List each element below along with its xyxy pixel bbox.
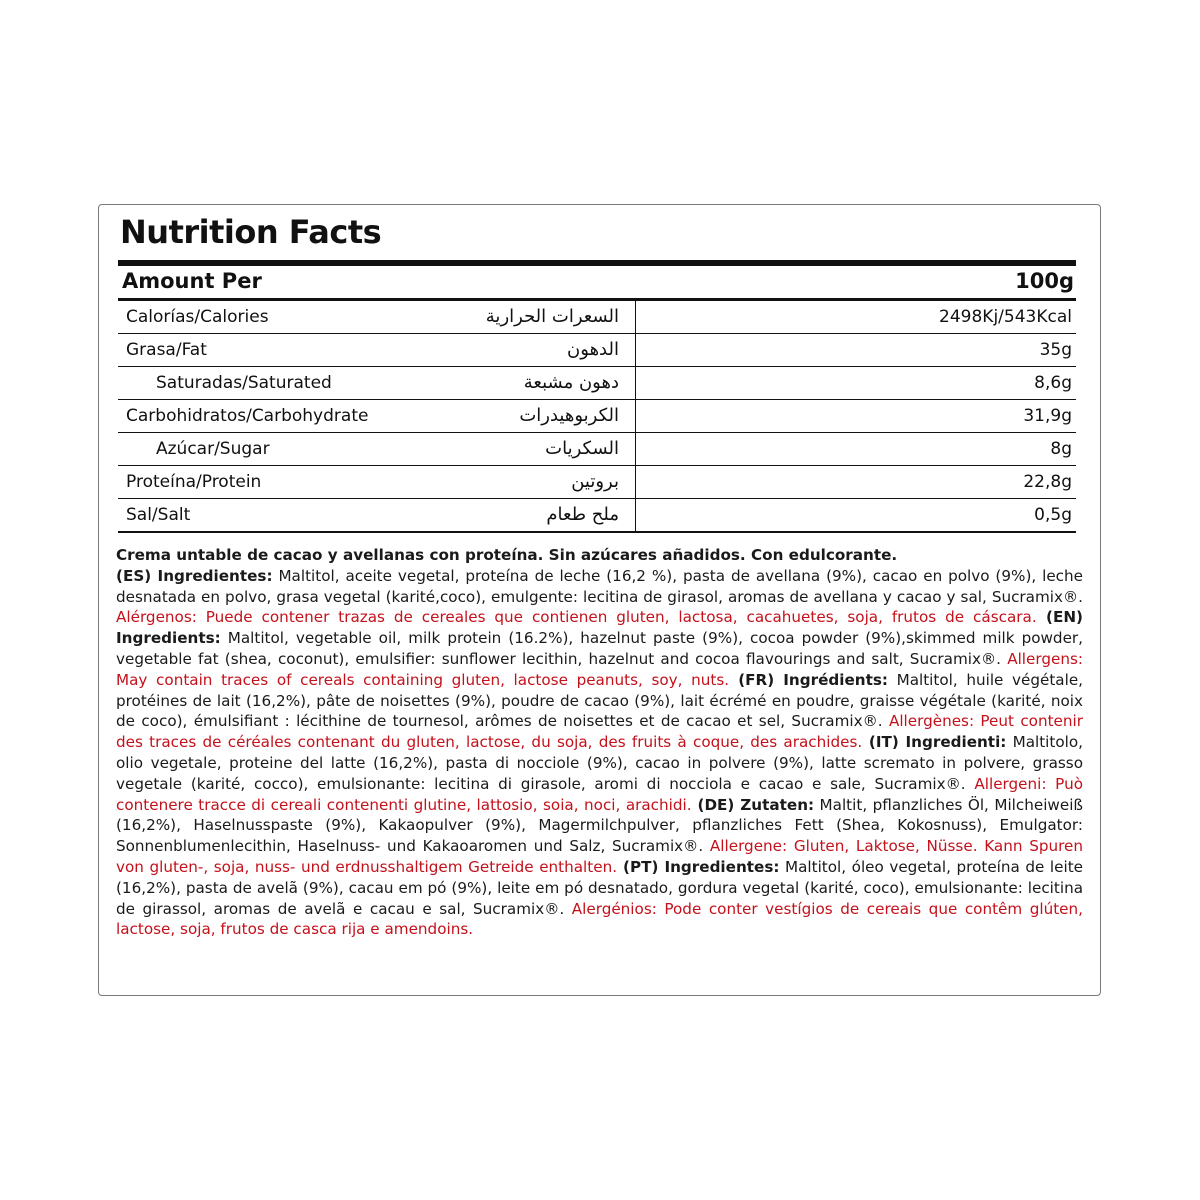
nutrient-row-protein bbox=[118, 466, 1076, 499]
amount-per-value: 100g bbox=[1015, 269, 1074, 293]
column-separator bbox=[635, 334, 636, 366]
nutrient-row-saturated bbox=[118, 367, 1076, 400]
nutrient-arabic-label: بروتين bbox=[571, 471, 619, 492]
ingredients-it-label: (IT) Ingredienti: bbox=[862, 733, 1007, 752]
nutrient-arabic-label: الدهون bbox=[567, 339, 619, 360]
nutrient-row-fat bbox=[118, 334, 1076, 367]
ingredients-pt-text: Maltitol, óleo vegetal, proteína de leite (16,2%), pasta de avelã (9%), cacau em pó (9%), leite em pó desnatado, gordura vegetal (karité, coco), emulsionante: lecitina de girassol, aromas de avelã e cacau e sal, Sucramix®. bbox=[116, 857, 1084, 918]
nutrient-row-calories bbox=[118, 301, 1076, 334]
ingredients-es-text: Maltitol, aceite vegetal, proteína de leche (16,2 %), pasta de avellana (9%), cacao en polvo (9%), leche desnatada en polvo, grasa vegetal (karité,coco), emulgente: lecitina de girasol, aromas de avellana y cacao y sal, Sucramix®. bbox=[116, 566, 1083, 606]
allergens-en: Allergens: May contain traces of cereals containing gluten, lactose peanuts, soy, nuts. bbox=[116, 649, 1083, 689]
nutrient-row-salt bbox=[118, 499, 1076, 533]
nutrient-value: 8,6g bbox=[1034, 373, 1072, 393]
nutrient-arabic-label: السعرات الحرارية bbox=[485, 306, 619, 327]
nutrient-value: 35g bbox=[1039, 340, 1072, 360]
ingredients-de-label: (DE) Zutaten: bbox=[691, 795, 815, 814]
amount-per-label: Amount Per bbox=[122, 269, 262, 293]
ingredients-en-text: Maltitol, vegetable oil, milk protein (16.2%), hazelnut paste (9%), cocoa powder (9%),skimmed milk powder, vegetable fat (shea, coconut), emulsifier: sunflower lecithin, hazelnut and cocoa flavourings and salt, Sucramix®. bbox=[116, 629, 1083, 668]
column-separator bbox=[635, 466, 636, 498]
allergens-it: Allergeni: Può contenere tracce di cereali contenenti glutine, lattosio, soia, noci, arachidi. bbox=[116, 774, 1083, 814]
nutrient-label: Saturadas/Saturated bbox=[156, 373, 332, 393]
nutrient-label: Azúcar/Sugar bbox=[156, 439, 270, 459]
nutrient-label: Sal/Salt bbox=[126, 505, 191, 525]
nutrient-value: 22,8g bbox=[1023, 472, 1072, 492]
nutrient-value: 0,5g bbox=[1034, 505, 1072, 525]
nutrient-row-carbohydrate bbox=[118, 400, 1076, 433]
ingredients-it-text: Maltitolo, olio vegetale, proteine del latte (16,2%), pasta di nocciole (9%), cacao in polvere (9%), latte scremato in polvere, grasso vegetale (karité, cocco), emulsionante: lecitina di girasole, aromi di nocciola e cacao e sale, Sucramix®. bbox=[116, 733, 1083, 793]
nutrient-value: 8g bbox=[1050, 439, 1072, 459]
nutrition-label-panel bbox=[98, 204, 1101, 996]
nutrient-label: Carbohidratos/Carbohydrate bbox=[126, 406, 369, 426]
ingredients-fr-label: (FR) Ingrédients: bbox=[729, 670, 888, 689]
nutrition-facts-title: Nutrition Facts bbox=[120, 213, 382, 251]
nutrient-value: 31,9g bbox=[1023, 406, 1072, 426]
nutrient-label: Calorías/Calories bbox=[126, 307, 269, 327]
nutrient-row-sugar bbox=[118, 433, 1076, 466]
ingredients-es-label: (ES) Ingredientes: bbox=[116, 566, 273, 585]
ingredients-text bbox=[116, 545, 1083, 940]
heavy-divider bbox=[118, 260, 1076, 266]
column-separator bbox=[635, 367, 636, 399]
column-separator bbox=[635, 499, 636, 531]
ingredients-pt-label: (PT) Ingredientes: bbox=[617, 857, 780, 876]
nutrition-table bbox=[118, 301, 1076, 533]
nutrient-label: Proteína/Protein bbox=[126, 472, 262, 492]
nutrient-arabic-label: الكربوهيدرات bbox=[519, 405, 619, 426]
nutrient-label: Grasa/Fat bbox=[126, 340, 207, 360]
ingredients-en-label: (EN) Ingredients: bbox=[116, 608, 1084, 648]
column-separator bbox=[635, 301, 636, 333]
allergens-de: Allergene: Gluten, Laktose, Nüsse. Kann Spuren von gluten-, soja, nuss- und erdnusshaltigem Getreide enthalten. bbox=[116, 837, 1083, 876]
nutrient-value: 2498Kj/543Kcal bbox=[939, 307, 1072, 327]
column-separator bbox=[635, 400, 636, 432]
allergens-pt: Alergénios: Pode conter vestígios de cereais que contêm glúten, lactose, soja, frutos de casca rija e amendoins. bbox=[116, 899, 1083, 939]
product-description: Crema untable de cacao y avellanas con proteína. Sin azúcares añadidos. Con edulcorante. bbox=[116, 546, 898, 564]
allergens-es: Alérgenos: Puede contener trazas de cereales que contienen gluten, lactosa, cacahuetes, soja, frutos de cáscara. bbox=[116, 608, 1037, 627]
nutrient-arabic-label: دهون مشبعة bbox=[523, 372, 619, 393]
nutrient-arabic-label: ملح طعام bbox=[546, 504, 619, 525]
allergens-fr: Allergènes: Peut contenir des traces de céréales contenant du gluten, lactose, du soja, des fruits à coque, des arachides. bbox=[116, 712, 1083, 752]
amount-per-row bbox=[118, 267, 1076, 297]
nutrient-arabic-label: السكريات bbox=[545, 438, 619, 459]
ingredients-fr-text: Maltitol, huile végétale, protéines de lait (16,2%), pâte de noisettes (9%), poudre de cacao (9%), lait écrémé en poudre, graisse végétale (karité, noix de coco), émulsifiant : lécithine de tournesol, arômes de noisettes et de cacao et sel, Sucramix®. bbox=[116, 670, 1084, 731]
column-separator bbox=[635, 433, 636, 465]
ingredients-de-text: Maltit, pflanzliches Öl, Milcheiweiß (16,2%), Haselnusspaste (9%), Kakaopulver (9%), Magermilchpulver, pflanzliches Fett (Shea, Kokosnuss), Emulgator: Sonnenblumenlecithin, Haselnuss- und Kakaoaromen und Salz, Sucramix®. bbox=[116, 795, 1083, 856]
